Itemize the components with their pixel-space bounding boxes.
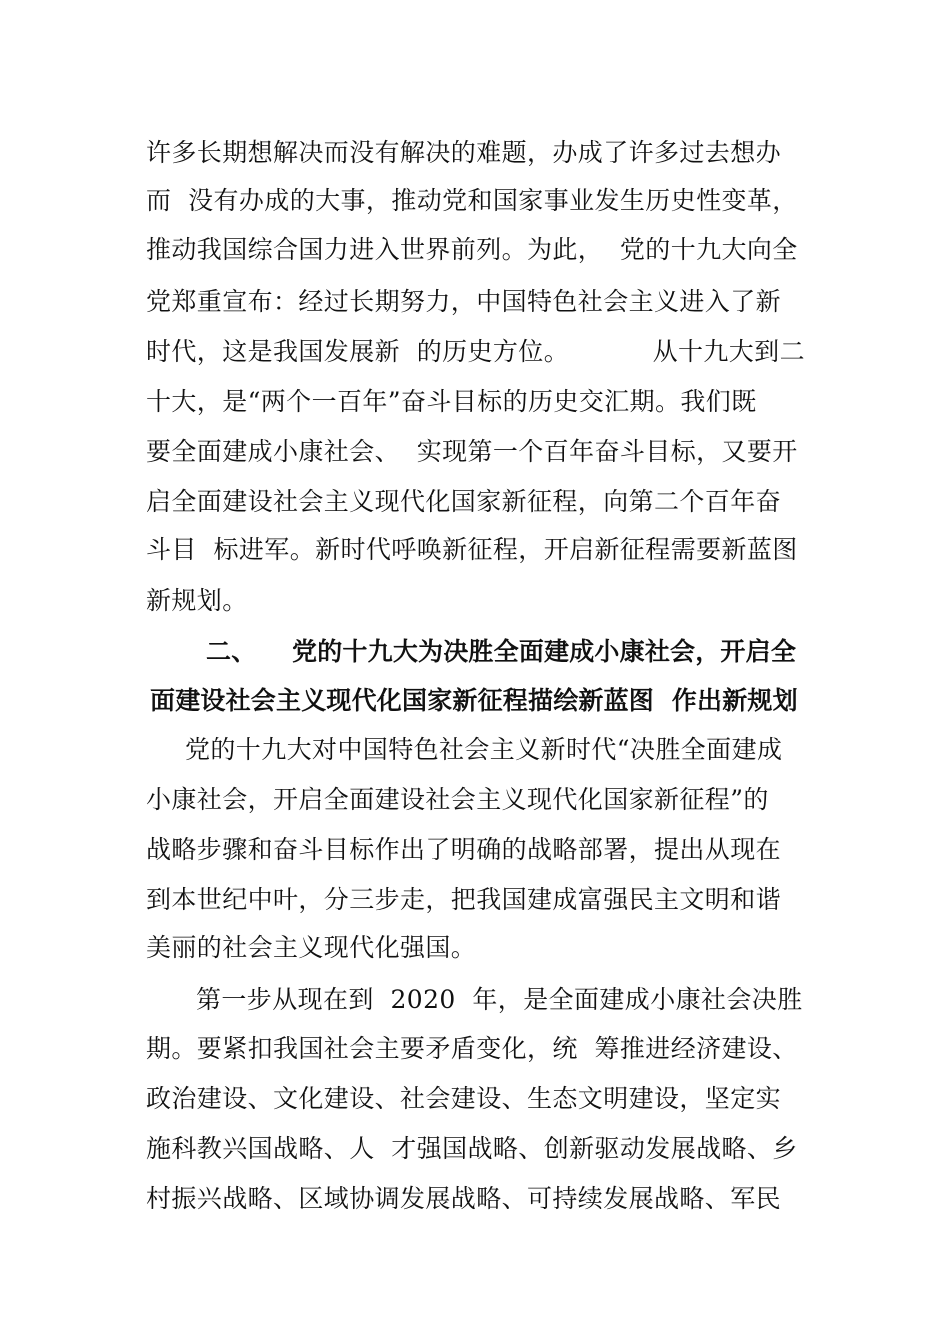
text-line: 到本世纪中叶，分三步走，把我国建成富强民主文明和谐	[146, 885, 782, 914]
text-line: 而 没有办成的大事，推动党和国家事业发生历史性变革，	[146, 186, 798, 215]
text-line: 斗目 标进军。新时代呼唤新征程，开启新征程需要新蓝图	[146, 535, 798, 564]
text-line: 第一步从现在到 2020 年，是全面建成小康社会决胜	[196, 985, 803, 1014]
text-line: 施科教兴国战略、人 才强国战略、创新驱动发展战略、乡	[146, 1134, 798, 1163]
text-line: 党的十九大对中国特色社会主义新时代“决胜全面建成	[185, 735, 783, 764]
heading-line: 二、 党的十九大为决胜全面建成小康社会，开启全	[206, 637, 797, 666]
heading-line: 面建设社会主义现代化国家新征程描绘新蓝图 作出新规划	[150, 686, 798, 715]
text-line: 党郑重宣布：经过长期努力，中国特色社会主义进入了新	[146, 287, 782, 316]
text-line: 美丽的社会主义现代化强国。	[146, 933, 477, 962]
text-line: 要全面建成小康社会、 实现第一个百年奋斗目标，又要开	[146, 437, 798, 466]
text-line: 战略步骤和奋斗目标作出了明确的战略部署，提出从现在	[146, 835, 782, 864]
text-line: 期。要紧扣我国社会主要矛盾变化，统 筹推进经济建设、	[146, 1034, 798, 1063]
text-line: 村振兴战略、区域协调发展战略、可持续发展战略、军民	[146, 1184, 782, 1213]
text-line: 小康社会，开启全面建设社会主义现代化国家新征程”的	[146, 785, 769, 814]
text-line: 政治建设、文化建设、社会建设、生态文明建设，坚定实	[146, 1084, 782, 1113]
text-line: 新规划。	[146, 586, 248, 615]
text-line: 许多长期想解决而没有解决的难题，办成了许多过去想办	[146, 138, 782, 167]
text-line: 启全面建设社会主义现代化国家新征程，向第二个百年奋	[146, 487, 782, 516]
text-line: 时代，这是我国发展新 的历史方位。 从十九大到二	[146, 337, 805, 366]
text-line: 推动我国综合国力进入世界前列。为此， 党的十九大向全	[146, 235, 798, 264]
text-line: 十大，是“两个一百年”奋斗目标的历史交汇期。我们既	[146, 387, 757, 416]
